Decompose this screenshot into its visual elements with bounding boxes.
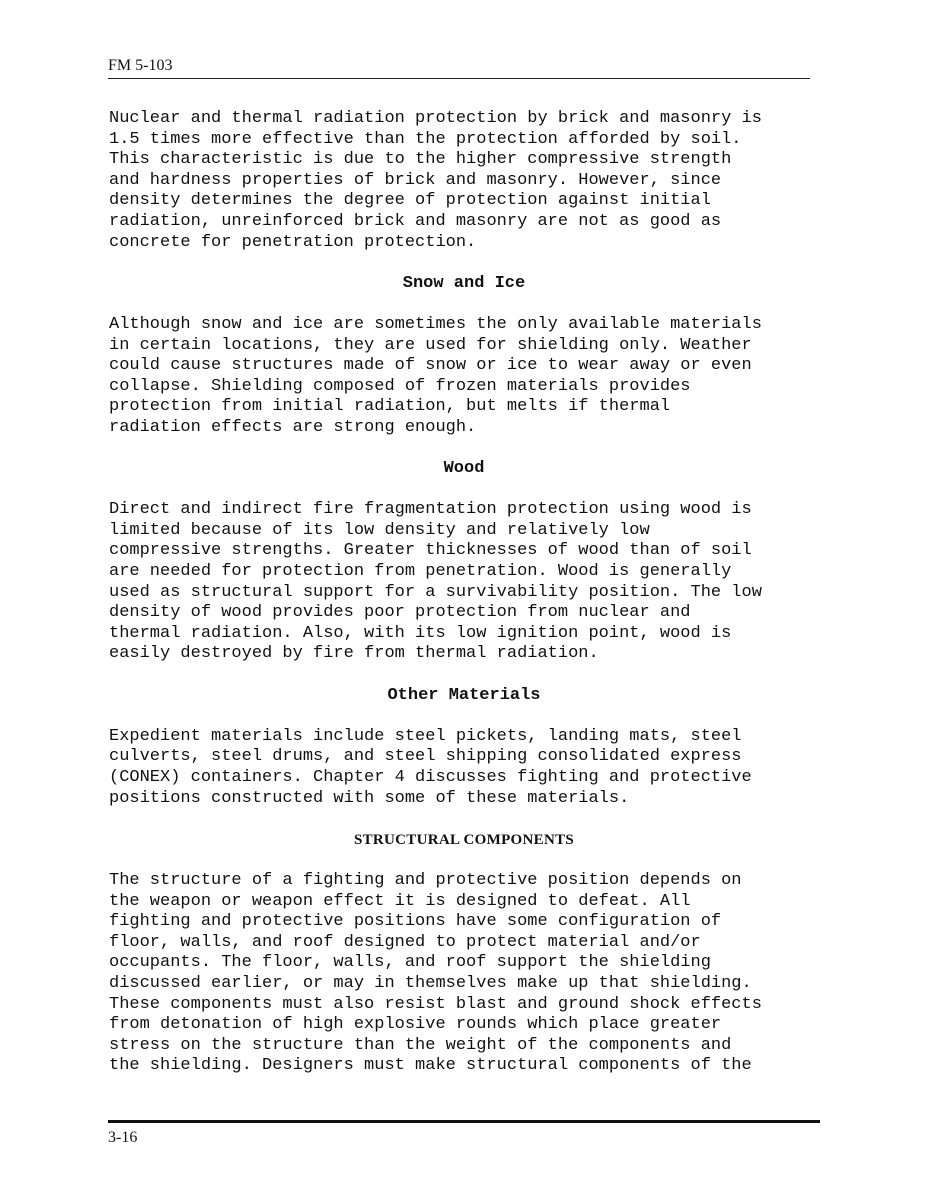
paragraph-structural-components xyxy=(109,871,819,1077)
text-line: the weapon or weapon effect it is designed to defeat. All xyxy=(109,891,691,911)
text-line: 1.5 times more effective than the protection afforded by soil. xyxy=(109,129,742,149)
paragraph-other-materials xyxy=(109,727,819,809)
text-line: concrete for penetration protection. xyxy=(109,232,477,252)
footer-rule xyxy=(108,1120,820,1123)
text-line: The structure of a fighting and protective position depends on xyxy=(109,870,742,890)
text-line: density of wood provides poor protection from nuclear and xyxy=(109,603,691,623)
text-line: and hardness properties of brick and masonry. However, since xyxy=(109,170,722,190)
text-line: collapse. Shielding composed of frozen materials provides xyxy=(109,376,691,396)
paragraph-brick-masonry xyxy=(109,109,819,253)
page-body xyxy=(109,109,819,1077)
text-line: could cause structures made of snow or ice to wear away or even xyxy=(109,356,752,376)
text-line: density determines the degree of protection against initial xyxy=(109,191,711,211)
text-line: (CONEX) containers. Chapter 4 discusses fighting and protective xyxy=(109,768,752,787)
text-line: radiation effects are strong enough. xyxy=(109,417,477,437)
heading-wood: Wood xyxy=(443,459,485,479)
text-line: This characteristic is due to the higher compressive strength xyxy=(109,150,732,170)
text-line: Expedient materials include steel pickets, landing mats, steel xyxy=(109,726,742,746)
text-line: limited because of its low density and relatively low xyxy=(109,520,650,540)
text-line: floor, walls, and roof designed to protect material and/or xyxy=(109,932,701,952)
text-line: Although snow and ice are sometimes the only available materials xyxy=(109,314,762,334)
text-line: from detonation of high explosive rounds which place greater xyxy=(109,1015,722,1035)
heading-snow-and-ice: Snow and Ice xyxy=(402,273,526,293)
heading-other-materials: Other Materials xyxy=(387,685,541,705)
heading-structural-components: STRUCTURAL COMPONENTS xyxy=(353,831,575,848)
text-line: easily destroyed by fire from thermal radiation. xyxy=(109,644,599,664)
text-line: fighting and protective positions have some configuration of xyxy=(109,912,722,932)
paragraph-wood xyxy=(109,500,819,665)
text-line: Nuclear and thermal radiation protection by brick and masonry is xyxy=(109,109,762,128)
text-line: compressive strengths. Greater thicknesses of wood than of soil xyxy=(109,541,752,561)
text-line: Direct and indirect fire fragmentation protection using wood is xyxy=(109,500,752,520)
text-line: protection from initial radiation, but melts if thermal xyxy=(109,397,671,417)
text-line: radiation, unreinforced brick and masonry are not as good as xyxy=(109,211,722,231)
text-line: culverts, steel drums, and steel shipping consolidated express xyxy=(109,747,742,767)
text-line: used as structural support for a survivability position. The low xyxy=(109,582,762,602)
page-number: 3-16 xyxy=(108,1129,138,1146)
text-line: discussed earlier, or may in themselves make up that shielding. xyxy=(109,973,752,993)
text-line: in certain locations, they are used for shielding only. Weather xyxy=(109,335,752,355)
text-line: are needed for protection from penetration. Wood is generally xyxy=(109,562,732,582)
text-line: These components must also resist blast and ground shock effects xyxy=(109,994,762,1014)
document-id: FM 5-103 xyxy=(108,57,173,74)
text-line: stress on the structure than the weight of the components and xyxy=(109,1035,732,1055)
text-line: occupants. The floor, walls, and roof support the shielding xyxy=(109,953,711,973)
running-header xyxy=(108,56,810,79)
text-line: thermal radiation. Also, with its low ignition point, wood is xyxy=(109,623,732,643)
paragraph-snow-and-ice xyxy=(109,315,819,439)
text-line: the shielding. Designers must make structural components of the xyxy=(109,1056,752,1076)
text-line: positions constructed with some of these materials. xyxy=(109,788,630,808)
